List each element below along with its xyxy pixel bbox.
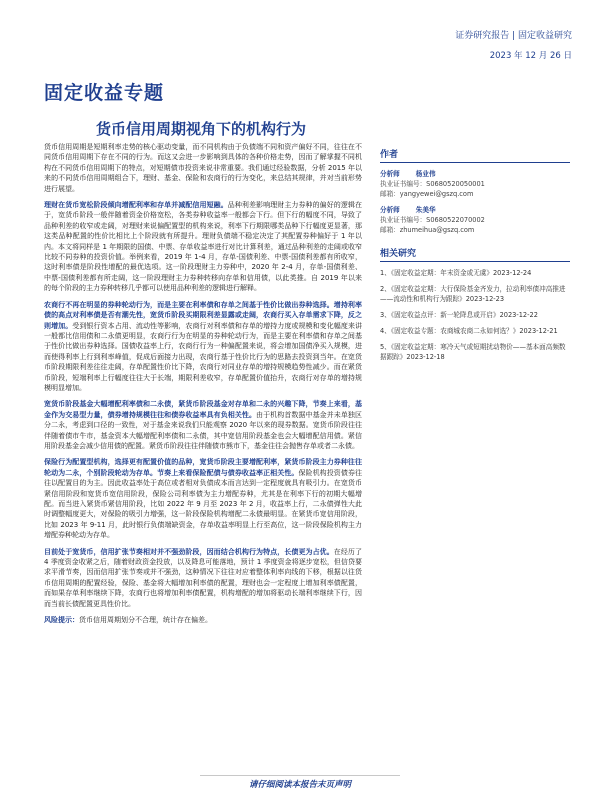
paragraph-insurance [44,457,362,540]
paragraph-fund [44,399,362,451]
paragraph-outlook-highlight: 目前处于宽货币，信用扩张节奏相对并不强劲阶段，因而结合机构行为特点，长债更为占优。 [44,547,334,556]
analyst-role: 分析师 [380,206,400,214]
analyst-license: 执业证书编号：S0680522070002 [380,216,485,224]
risk-warning [44,615,362,625]
related-report-item[interactable]: 2、《固定收益定期：大行保险基金齐发力，拉动利率债冲高推进——流动性和机构行为跟踪》2023-12-23 [380,285,566,303]
sidebar [380,150,570,368]
paragraph-rural-bank-highlight: 农商行不再在明显的券种轮动行为，而是主要在利率债和存单之间基于性价比做出券种选择。增持利率债的高点对利率债是否有潮先性，宽货币阶段买期限利差显露或走阔，农商行买入存单需求下降，反之则增加。 [44,300,362,330]
risk-text: 货币信用周期划分不合理，统计存在偏差。 [79,616,212,625]
report-subtitle: 货币信用周期视角下的机构行为 [96,120,307,138]
analyst-name: 朱美华 [415,206,436,214]
paragraph-rural-bank [44,300,362,394]
footer-disclaimer: 请仔细阅读本报告末页声明 [248,780,351,790]
report-header [455,28,572,61]
analyst-name: 杨业伟 [415,170,436,178]
paragraph-rural-bank-text: 受到银行资本占用、流动性等影响，农商行对利率债和存单的增持力度或规模和变化幅度来讲一般都比信用债和二永债更明显，农商行行为在明显的券种轮动行为，而是主要在利率债和存单之间基于性价比做出券种选择。国债收益率上行，农商行行为一种偏配置来说，将会增加国债净买入规模，进而使得利率上行到利率峰值，促成后面接力出现，农商行基于性价比行为的思路去投资到当年。在宽货币阶段期限利差往往走阔，存单配置性价比下降，农商行对同业存单的增持规模趋势性减少。而在紧货币阶段，短端利率上行幅度往往大于长端，期限利差收窄，存单配置价值抬升，农商行对存单的增持规模明显增加。 [44,321,363,392]
analyst-email[interactable]: 邮箱：yangyewei@gszq.com [380,190,474,198]
paragraph-insurance-highlight: 保险行为配置型机构，选择更有配置价值的品种，宽货币阶段主要增配利率，紧货币阶段主力券种往往轮动为二永，个别阶段轮动为存单。节奏上来看保险配债与债券收益率正相关性。 [44,458,362,477]
analyst-card [380,169,570,199]
report-category: 证券研究报告 | 固定收益研究 [455,31,572,41]
footer-divider [200,775,400,776]
main-title: 固定收益专题 [44,82,165,104]
paragraph-wealth-highlight: 理财在货币宽松阶段倾向增配利率和存单并减配信用短融。 [44,201,228,210]
analyst-license: 执业证书编号：S0680520050001 [380,180,485,188]
paragraph-fund-highlight: 宽货币阶段基金大幅增配利率债和二永债，紧货币阶段基金对存单和二永的兴趣下降，节奏上来看，基金作为交易型力量，债券增持规模往往和债券收益率具有负相关性。 [44,400,362,419]
risk-label: 风险提示： [44,616,79,625]
related-report-item[interactable]: 3、《固定收益点评：新一轮降息或开启》2023-12-22 [380,311,538,319]
analyst-email[interactable]: 邮箱：zhumeihua@gszq.com [380,226,475,234]
related-report-item[interactable]: 5、《固定收益定期：寒冷天气或短期扰动物价——基本面高频数据跟踪》2023-12-18 [380,343,566,361]
paragraph-wealth-text: 品种利差影响理财主力券种的偏好的逻辑在于，宽货币阶段一般伴随着资金价格宽松，各类券种收益率一般都会下行。但下行的幅度不同，导致了品种利差的收窄或走阔，对理财来说偏配置型的机构来说，利率下行期限哪类品种下行幅度更显著，那这类品种配置的性价比相比上个阶段就有所提升。理财负债端不稳定决定了其配置券种偏好于 1 年以内。本文将同样是 1 年期限的国债、中票、存单收益率进行对比计算利差，通过品种利差的走阔或收窄比较不同券种的投资价值。举例来看，2019 年 1-4 月，存单-国债利差、中票-国债利差都有所收窄，这时利率债是阶段性增配的最优选项。这一阶段理财主力券种中，2020 年 2-4 月，存单-国债利差、中票-国债利差都有所走阔，这一阶段理财主力券种转移向存单和信用债，以此类推。自 2019 年以来的每个阶段的主力券种转移几乎都可以使用品种利差的逻辑进行解释。 [44,201,363,293]
related-report-item[interactable]: 4、《固定收益专题：农商城农商二永如何选？》2023-12-21 [380,327,558,335]
paragraph-outlook [44,547,362,609]
related-research-heading: 相关研究 [380,249,570,262]
analyst-card [380,205,570,235]
body-column [44,142,362,631]
paragraph-wealth [44,200,362,294]
intro-paragraph: 货币信用周期是短期利率走势的核心驱动变量，而不同机构由于负债端不同和资产偏好不同，往往在不同货币信用周期下存在不同的行为。而这又会进一步影响到具体的各种价格走势，因而了解掌握不同机构在不同货币信用周期下的特点，对短期债市投资来说非常重要。我们通过经验数据，分析 2015 年以来的不同货币信用周期组合下，理财、基金、保险和农商行的行为变化，来总结其规律，并对当前形势进行展望。 [44,143,362,193]
paragraph-outlook-text: 在经历了 4 季度资金收紧之后，随着财政资金投放，以及降息可能落地，预计 1 季度资金将逐步宽松，但信贷要求平滑节奏，因而信用扩张节奏或并不强劲，这种情况下往往对应着整体利率向线的下移，根据以往货币信用周期的配置经验，保险、基金将大幅增加利率债的配置，理财也会一定程度上增加利率债配置，而如果存单利率继续下降，农商行也将增加利率债配置，机构增配的增加将驱动长端利率继续下行，因而当前长债配置更具性价比。 [44,547,363,608]
report-date: 2023 年 12 月 26 日 [489,51,572,61]
related-research [380,249,570,362]
authors-heading: 作者 [380,150,570,163]
analyst-role: 分析师 [380,170,400,178]
paragraph-fund-text: 由于机构首数据中基金并未单独区分二永，考虑到口径的一致性，对于基金来说我们只能观察 2020 年以来的现券数据。宽货币阶段往往伴随着债市牛市，基金资本大幅增配利率债和二永债，其中宽信用阶段基金也会大幅增配信用债。紧信用阶段基金会减少信用债的配置。紧货币阶段往往伴随债市熊市下，基金往往会抛售存单或者二永债。 [44,410,363,450]
related-research-list [380,268,570,362]
paragraph-insurance-text: 保险机构投资债券往往以配置目的为主。因此收益率处于高位或者相对负债成本而言达到一定程度就具有吸引力。在宽货币紧信用阶段和宽货币宽信用阶段，保险公司利率债为主力增配券种，尤其是在利率下行的初期大幅增配。而当进入紧货币紧信用阶段，比如 2022 年 9 月至 2023 年 2 月，收益率上行，二永债弹性大此时调整幅度更大，对保险的吸引力增强，这一阶段保险机构增配二永债最明显。在紧货币宽信用阶段，比如 2023 年 9-11 月，此时银行负债端缺资金，存单收益率明显上行至高位，这一阶段保险机构主力增配券种轮动为存单。 [44,468,363,540]
related-report-item[interactable]: 1、《固定收益定期：年末资金或无虞》2023-12-24 [380,269,532,277]
title-block [44,78,164,105]
